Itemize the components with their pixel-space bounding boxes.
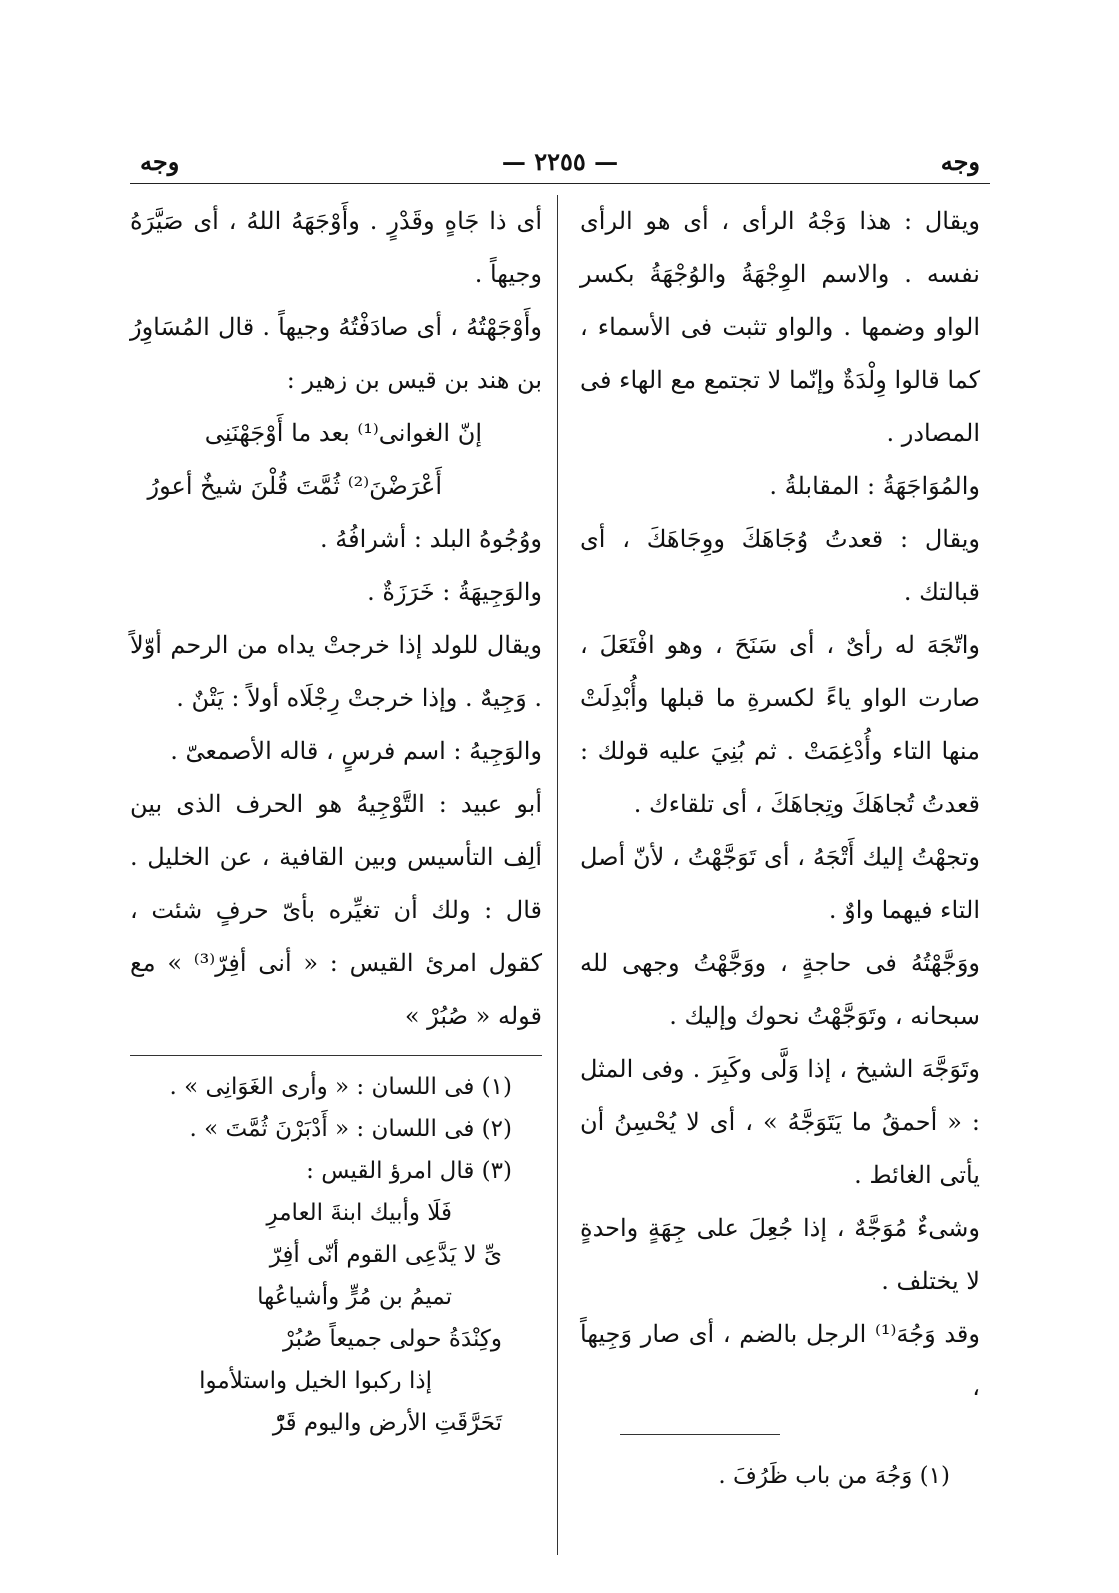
verse-line: تَحَرَّقَتِ الأرض واليوم قَرّْ — [272, 1410, 502, 1436]
footnote: (١) وَجُهَ من باب ظَرُفَ . — [718, 1463, 950, 1489]
page-number: — ٢٢٥٥ — — [501, 147, 619, 176]
paragraph: وأَوْجَهْتُهُ ، أى صادَفْتُهُ وجيهاً . قال المُسَاوِرُ بن هند بن قيس بن زهير : — [130, 313, 542, 394]
footnote-verse — [130, 1192, 542, 1444]
footnote: (١) فى اللسان : « وأرى الغَوَانِى » . — [169, 1074, 512, 1100]
left-column — [130, 195, 542, 1444]
paragraph: ويقال للولد إذا خرجتْ يداه من الرحم أوّلاً . وَجِيهٌ . وإذا خرجتْ رِجْلَاه أولاً : يَتْنٌ . — [130, 631, 542, 712]
paragraph: ويقال : هذا وَجْهُ الرأى ، أى هو الرأى نفسه . والاسم الوِجْهَةُ والوُجْهَةُ بكسر الواو وضمها . والواو تثبت فى الأسماء ، كما قالوا وِلْدَةٌ وإنّما لا تجتمع مع الهاء فى المصادر . — [580, 207, 980, 447]
paragraph: وتجهْتُ إليك أَتْجَهُ ، أى تَوَجَّهْتُ ، لأنّ أصل التاء فيهما واوٌ . — [580, 843, 980, 924]
footnote-rule — [620, 1434, 780, 1435]
verse-line: تميمُ بن مُرٍّ وأشياعُها — [257, 1284, 452, 1310]
verse-line: إنّ الغوانى⁽¹⁾ بعد ما أَوْجَهْنَنِى — [204, 419, 482, 447]
paragraph: ووُجُوهُ البلد : أشرافُهُ . — [319, 525, 542, 553]
paragraph: أبو عبيد : التَّوْجِيهُ هو الحرف الذى بين ألِف التأسيس وبين القافية ، عن الخليل . قال : ولك أن تغيِّره بأىّ حرفٍ شئت ، كقول امرئ القيس : « أنى أفِرّ⁽³⁾ » مع قوله « صُبُرْ » — [130, 790, 542, 1030]
paragraph: وشىءٌ مُوَجَّهٌ ، إذا جُعِلَ على جِهَةٍ واحدةٍ لا يختلف . — [580, 1214, 980, 1295]
paragraph: ويقال : قعدتُ وُجَاهَكَ ووِجَاهَكَ ، أى قبالتك . — [580, 525, 980, 606]
footnote-rule — [130, 1055, 542, 1056]
dictionary-page — [130, 135, 990, 1555]
paragraph: واتّجَهَ له رأىٌ ، أى سَنَحَ ، وهو افْتَعَلَ ، صارت الواو ياءً لكسرةِ ما قبلها وأُبْدِلَتْ منها التاء وأُدْغِمَتْ . ثم بُنِيَ عليه قولك : قعدتُ تُجاهَكَ وتِجاهَكَ ، أى تلقاءك . — [580, 631, 980, 818]
footnote: (٢) فى اللسان : « أَدْبَرْنَ ثُمَّتَ » . — [189, 1116, 512, 1142]
verse — [130, 407, 542, 513]
paragraph: وتَوَجَّهَ الشيخ ، إذا وَلَّى وكَبِرَ . وفى المثل : « أحمقُ ما يَتَوَجَّهُ » ، أى لا يُحْسِنُ أن يأتى الغائط . — [580, 1055, 980, 1189]
paragraph: وقد وَجُهَ⁽¹⁾ الرجل بالضم ، أى صار وَجِيهاً ، — [580, 1320, 980, 1401]
page-header — [130, 135, 990, 184]
paragraph: والوَجِيهُ : اسم فرسٍ ، قاله الأصمعىّ . — [170, 737, 542, 765]
verse-line: أَعْرَضْنَ⁽²⁾ ثُمَّتَ قُلْنَ شيخٌ أعورُ — [147, 472, 442, 500]
paragraph: ووَجَّهْتُهُ فى حاجةٍ ، ووَجَّهْتُ وجهى لله سبحانه ، وتَوَجَّهْتُ نحوك وإليك . — [580, 949, 980, 1030]
column-divider — [557, 195, 558, 1555]
paragraph: أى ذا جَاهٍ وقَدْرٍ . وأَوْجَهَهُ اللهُ ، أى صَيَّرَهُ وجيهاً . — [130, 207, 542, 288]
verse-line: ىِّ لا يَدَّعِى القوم أنّى أفِرّ — [269, 1242, 502, 1268]
paragraph: والوَجِيهَةُ : خَرَزَةٌ . — [367, 578, 542, 606]
verse-line: إذا ركبوا الخيل واستلأموا — [199, 1368, 432, 1394]
footnote: (٣) قال امرؤ القيس : — [306, 1158, 512, 1184]
running-head-right: وجه — [940, 147, 980, 176]
paragraph: والمُوَاجَهَةُ : المقابلةُ . — [769, 472, 980, 500]
right-column — [580, 195, 980, 1497]
verse-line: وكِنْدَةُ حولى جميعاً صُبُرْ — [282, 1326, 502, 1352]
verse-line: فَلَا وأبيك ابنةَ العامرِ — [266, 1200, 452, 1226]
running-head-left: وجه — [140, 147, 180, 176]
